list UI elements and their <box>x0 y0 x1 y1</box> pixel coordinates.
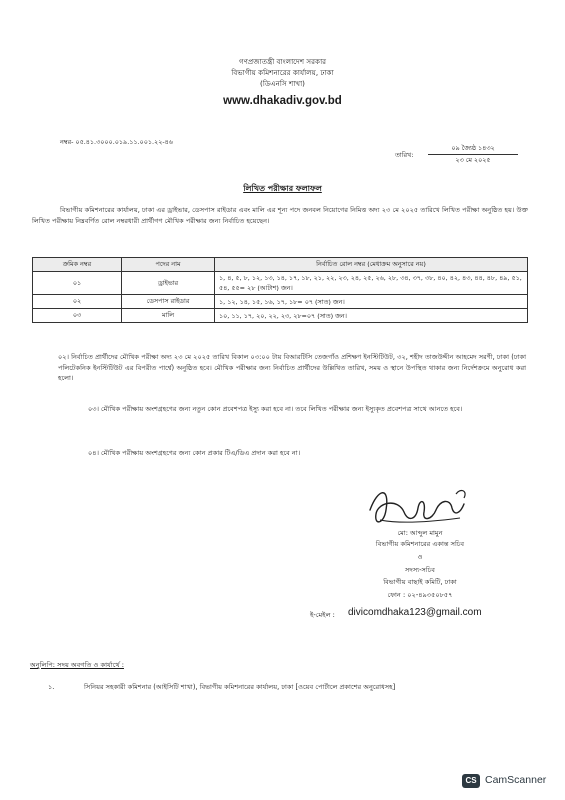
col-post: পদের নাম <box>122 258 215 272</box>
signatory-phone: ফোন : ০২-৪৯৩৫০৮৫৭ <box>387 591 453 599</box>
website-link[interactable]: www.dhakadiv.gov.bd <box>223 95 342 107</box>
copy-heading: অনুলিপি: সদয় অবগতি ও কার্যার্থে : <box>30 661 124 669</box>
date-label: তারিখ: <box>395 151 414 159</box>
page-title: লিখিত পরীক্ষার ফলাফল <box>243 184 322 193</box>
signatory-role: সদস্য-সচিব <box>405 566 435 574</box>
results-table <box>32 257 528 323</box>
signatory-and: ও <box>417 553 423 561</box>
signatory-designation: বিভাগীয় কমিশনারের একান্ত সচিব <box>375 540 465 548</box>
table-row <box>33 272 528 295</box>
row-rolls: ১, ১২, ১৪, ১৫, ১৬, ১৭, ১৮= ০৭ (সাত) জন। <box>215 295 528 309</box>
col-serial: ক্রমিক নম্বর <box>33 258 122 272</box>
intro-paragraph: বিভাগীয় কমিশনারের কার্যালয়, ঢাকা এর ড্রাইভার, ডেসপাস রাইডার এবং মালি এর শূন্য পদে জনবল নিয়োগের নিমিত্ত অদ্য ২৩ মে ২০২৫ তারিখে লিখিত পরীক্ষা অনুষ্ঠিত হয়। উক্ত লিখিত পরীক্ষায় নিম্নবর্ণিত রোল নম্বরধারী প্রার্থীগণ মৌখিক পরীক্ষার জন্য নির্বাচিত হয়েছেন। <box>32 206 528 225</box>
camscanner-logo: CS <box>462 774 480 788</box>
header-office: বিভাগীয় কমিশনারের কার্যালয়, ঢাকা <box>231 68 334 77</box>
date-bangla: ০৯ জ্যৈষ্ঠ ১৪৩২ <box>451 144 495 152</box>
row-serial: ০১ <box>33 272 122 295</box>
signatory-committee: বিভাগীয় বাছাই কমিটি, ঢাকা <box>383 578 457 586</box>
row-rolls: ১০, ১১, ১৭, ২০, ২২, ২৩, ২৮=০৭ (সাত) জন। <box>215 309 528 323</box>
email-label: ই-মেইল : <box>310 611 335 619</box>
handwritten-signature <box>360 480 480 532</box>
col-rolls: নির্বাচিত রোল নম্বর (মেধাক্রম অনুসারে নয়) <box>215 258 528 272</box>
row-post: ডেসপাস রাইডার <box>122 295 215 309</box>
camscanner-label: CamScanner <box>485 774 547 786</box>
header-branch: (ডিএনসি শাখা) <box>260 79 305 88</box>
paragraph-3: ০৩। মৌখিক পরীক্ষায় অংশগ্রহণের জন্য নতুন কোন প্রবেশপত্র ইস্যু করা হবে না। তবে লিখিত পরীক্ষার জন্য ইস্যুকৃত প্রবেশপত্র সাথে আনতে হবে। <box>88 405 463 413</box>
row-serial: ০২ <box>33 295 122 309</box>
row-post: মালি <box>122 309 215 323</box>
copy-item-text: সিনিয়র সহকারী কমিশনার (আইসিটি শাখা), বিভাগীয় কমিশনারের কার্যালয়, ঢাকা [ওয়েব পোর্টালে প্রকাশের অনুরোধসহ] <box>84 683 396 691</box>
signatory-name: মো: আব্দুল মামুন <box>397 529 443 537</box>
paragraph-2: ০২। নির্বাচিত প্রার্থীদের মৌখিক পরীক্ষা অদ্য ২৩ মে ২০২৫ তারিখ বিকাল ০৩:০০ টায় বিআরটিসি তেজগাঁও প্রশিক্ষণ ইনস্টিটিউট, ৩২, শহীদ তাজউদ্দীন আহমেদ সরণী, ঢাকা (ঢাকা পলিটেকনিক ইনস্টিটিউট এর বিপরীত পার্শ্বে) অনুষ্ঠিত হবে। মৌখিক পরীক্ষার জন্য নির্বাচিত প্রার্থীদের উল্লিখিত তারিখ, সময় ও স্থানে উপস্থিত থাকার জন্য নির্দেশক্রমে অনুরোধ করা হলো। <box>58 353 526 383</box>
row-serial: ০৩ <box>33 309 122 323</box>
date-english: ২৩ মে ২০২৫ <box>455 156 491 164</box>
row-post: ড্রাইভার <box>122 272 215 295</box>
table-row <box>33 295 528 309</box>
paragraph-4: ০৪। মৌখিক পরীক্ষায় অংশগ্রহণের জন্য কোন প্রকার টিএ/ডিএ প্রদান করা হবে না। <box>88 449 301 457</box>
header-govt: গণপ্রজাতন্ত্রী বাংলাদেশ সরকার <box>238 57 327 66</box>
email-link[interactable]: divicomdhaka123@gmail.com <box>348 607 482 618</box>
table-header-row <box>33 258 528 272</box>
row-rolls: ১, ৪, ৫, ৮, ১২, ১৩, ১৪, ১৭, ১৮, ২১, ২২, ২৩, ২৪, ২৫, ২৬, ২৮, ৩৪, ৩৭, ৩৮, ৪০, ৪২, ৪৩, ৪৪, ৪৮, ৪৯, ৫১, ৫৪, ৫৫= ২৮ (আটাশ) জন। <box>215 272 528 295</box>
memo-number: নম্বর- ০৫.৪১.৩০০০.০১৯.১১.০০১.২২-৪৬ <box>60 138 173 146</box>
table-row <box>33 309 528 323</box>
copy-item-number: ১. <box>48 683 55 691</box>
